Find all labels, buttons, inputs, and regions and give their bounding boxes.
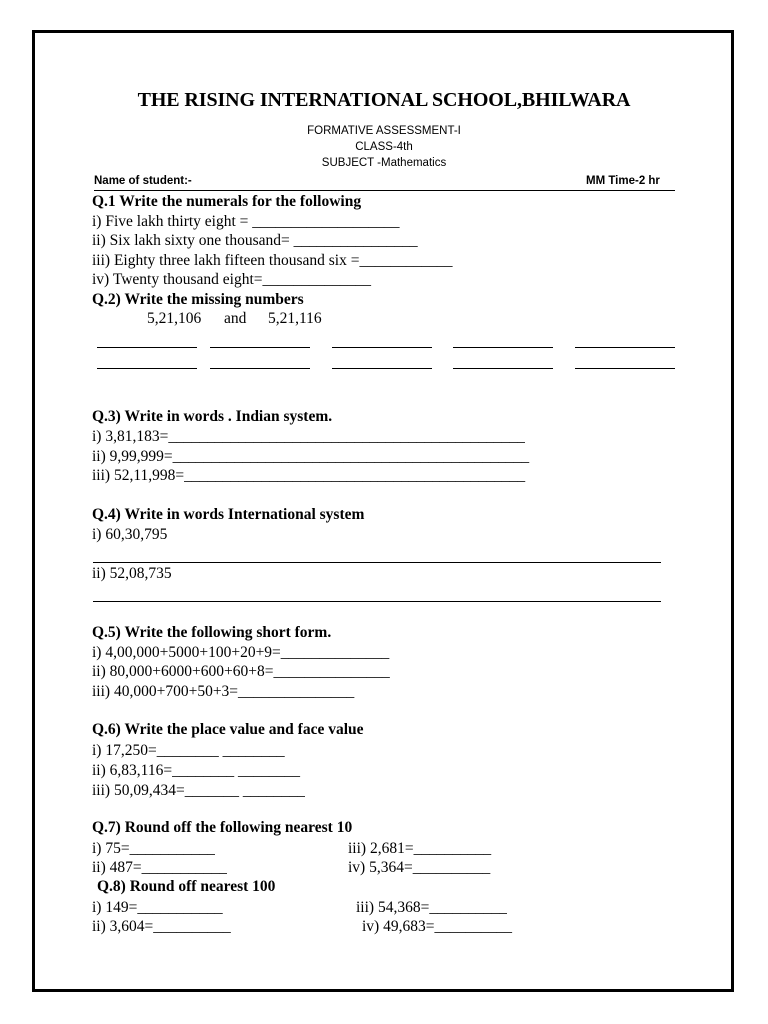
header-divider xyxy=(94,190,675,191)
q7-item: i) 75=___________ xyxy=(92,840,215,857)
q6-item: ii) 6,83,116=________ ________ xyxy=(92,762,300,779)
q4-title: Q.4) Write in words International system xyxy=(92,506,365,523)
q1-title: Q.1 Write the numerals for the following xyxy=(92,193,362,210)
q8-item: iii) 54,368=__________ xyxy=(356,899,507,916)
q2-blank xyxy=(332,368,432,369)
q2-blank xyxy=(210,368,310,369)
subject-label: SUBJECT -Mathematics xyxy=(321,157,447,169)
class-label: CLASS-4th xyxy=(355,141,413,153)
q4-answer-line xyxy=(93,601,661,602)
q2-blank xyxy=(97,368,197,369)
mm-time-label: MM Time-2 hr xyxy=(586,175,660,187)
q2-blank xyxy=(210,347,310,348)
q2-blank xyxy=(575,368,675,369)
q5-item: i) 4,00,000+5000+100+20+9=______________ xyxy=(92,644,390,661)
q2-blank xyxy=(97,347,197,348)
q3-item: ii) 9,99,999=______________________________________________ xyxy=(92,448,530,465)
q1-item: iii) Eighty three lakh fifteen thousand six =____________ xyxy=(92,252,453,269)
q5-item: ii) 80,000+6000+600+60+8=_______________ xyxy=(92,663,390,680)
q1-item: iv) Twenty thousand eight=______________ xyxy=(92,271,372,288)
q7-title: Q.7) Round off the following nearest 10 xyxy=(92,819,353,836)
q2-title: Q.2) Write the missing numbers xyxy=(92,291,304,308)
q3-title: Q.3) Write in words . Indian system. xyxy=(92,408,333,425)
q2-blank xyxy=(453,368,553,369)
q8-item: i) 149=___________ xyxy=(92,899,223,916)
q4-answer-line xyxy=(93,562,661,563)
q4-item: i) 60,30,795 xyxy=(92,526,168,543)
q7-item: ii) 487=___________ xyxy=(92,859,227,876)
q5-title: Q.5) Write the following short form. xyxy=(92,624,332,641)
q8-item: ii) 3,604=__________ xyxy=(92,918,231,935)
q2-blank xyxy=(575,347,675,348)
student-name-label: Name of student:- xyxy=(94,175,192,187)
q1-item: ii) Six lakh sixty one thousand= ________________ xyxy=(92,232,418,249)
q2-start-number: 5,21,106 xyxy=(147,310,202,327)
q2-blank xyxy=(453,347,553,348)
q3-item: iii) 52,11,998=____________________________________________ xyxy=(92,467,526,484)
q4-item: ii) 52,08,735 xyxy=(92,565,172,582)
q3-item: i) 3,81,183=______________________________________________ xyxy=(92,428,525,445)
q8-item: iv) 49,683=__________ xyxy=(362,918,512,935)
q8-title: Q.8) Round off nearest 100 xyxy=(97,878,276,895)
school-title: THE RISING INTERNATIONAL SCHOOL,BHILWARA xyxy=(137,89,631,111)
q5-item: iii) 40,000+700+50+3=_______________ xyxy=(92,683,355,700)
q6-item: i) 17,250=________ ________ xyxy=(92,742,285,759)
q2-end-number: 5,21,116 xyxy=(268,310,322,327)
q1-item: i) Five lakh thirty eight = ___________________ xyxy=(92,213,400,230)
q7-item: iv) 5,364=__________ xyxy=(348,859,491,876)
q6-title: Q.6) Write the place value and face value xyxy=(92,721,364,738)
q2-blank xyxy=(332,347,432,348)
q2-connector: and xyxy=(224,310,247,327)
q7-item: iii) 2,681=__________ xyxy=(348,840,492,857)
q6-item: iii) 50,09,434=_______ ________ xyxy=(92,782,305,799)
assessment-title: FORMATIVE ASSESSMENT-I xyxy=(307,125,461,137)
